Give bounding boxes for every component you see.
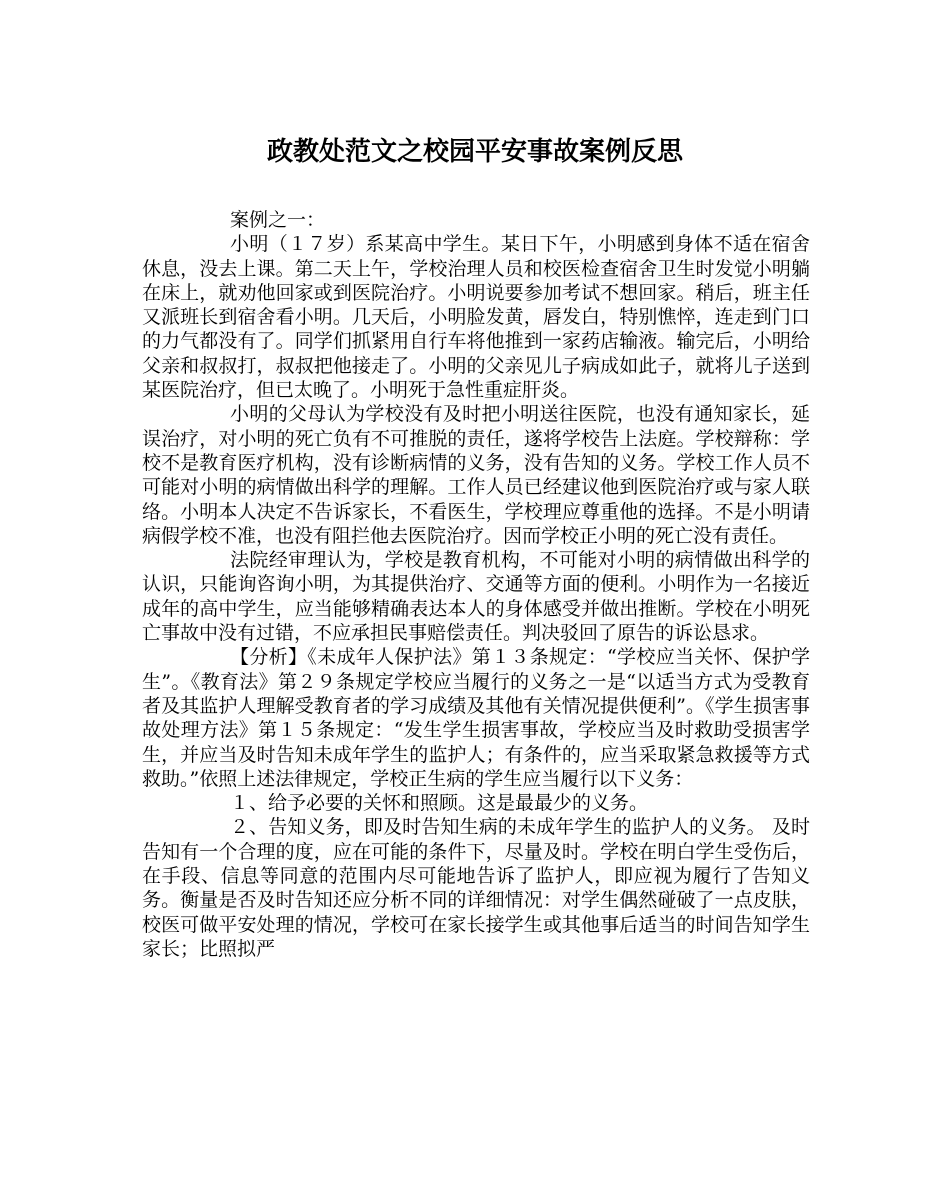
document-title: 政教处范文之校园平安事故案例反思 bbox=[266, 137, 683, 167]
paragraph-case-heading: 案例之一： bbox=[230, 209, 326, 231]
paragraph-parents-claim: 小明的父母认为学校没有及时把小明送往医院，也没有通知家长，延误治疗，对小明的死亡负有不可推脱的责任，遂将学校告上法庭。学校辩称：学校不是教育医疗机构，没有诊断病情的义务，没有告知的义务。学校工作人员不可能对小明的病情做出科学的理解。工作人员已经建议他到医院治疗或与家人联络。小明本人决定不告诉家长，不看医生，学校理应尊重他的选择。不是小明请病假学校不准，也没有阻拦他去医院治疗。因而学校正小明的死亡没有责任。 bbox=[142, 403, 810, 547]
paragraph-court-ruling: 法院经审理认为，学校是教育机构，不可能对小明的病情做出科学的认识，只能询咨询小明，为其提供治疗、交通等方面的便利。小明作为一名接近成年的高中学生，应当能够精确表达本人的身体感受并做出推断。学校在小明死亡事故中没有过错，不应承担民事赔偿责任。判决驳回了原告的诉讼恳求。 bbox=[142, 549, 810, 645]
paragraph-case-description: 小明（１７岁）系某高中学生。某日下午，小明感到身体不适在宿舍休息，没去上课。第二天上午，学校治理人员和校医检查宿舍卫生时发觉小明躺在床上，就劝他回家或到医院治疗。小明说要参加考试不想回家。稍后，班主任又派班长到宿舍看小明。几天后，小明脸发黄，唇发白，特别憔悴，连走到门口的力气都没有了。同学们抓紧用自行车将他推到一家药店输液。输完后，小明给父亲和叔叔打，叔叔把他接走了。小明的父亲见儿子病成如此子，就将儿子送到某医院治疗，但已太晚了。小明死于急性重症肝炎。 bbox=[142, 233, 810, 402]
paragraph-analysis: 【分析】《未成年人保护法》第１３条规定：“学校应当关怀、保护学生”。《教育法》第２９条规定学校应当履行的义务之一是“以适当方式为受教育者及其监护人理解受教育者的学习成绩及其他有关情况提供便利”。《学生损害事故处理方法》第１５条规定：“发生学生损害事故，学校应当及时救助受损害学生，并应当及时告知未成年学生的监护人；有条件的，应当采取紧急救援等方式救助。”依照上述法律规定，学校正生病的学生应当履行以下义务： bbox=[142, 646, 810, 790]
document-body bbox=[142, 208, 810, 961]
paragraph-duty-2: ２、告知义务，即及时告知生病的未成年学生的监护人的义务。 及时告知有一个合理的度，应在可能的条件下，尽量及时。学校在明白学生受伤后，在手段、信息等同意的范围内尽可能地告诉了监护人，即应视为履行了告知义务。衡量是否及时告知还应分析不同的详细情况：对学生偶然碰破了一点皮肤，校医可做平安处理的情况，学校可在家长接学生或其他事后适当的时间告知学生家长；比照拟严 bbox=[142, 816, 810, 960]
paragraph-duty-1: １、给予必要的关怀和照顾。这是最最少的义务。 bbox=[230, 792, 649, 815]
